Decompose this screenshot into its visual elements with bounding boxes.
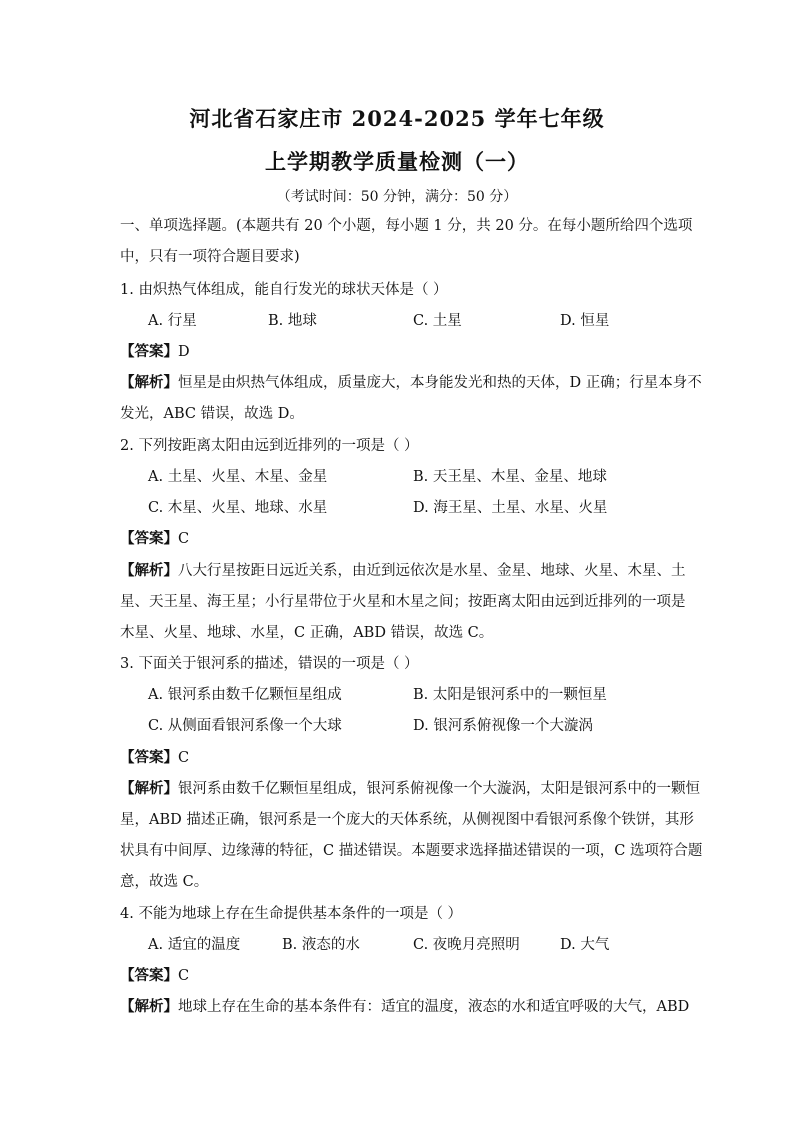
question-2-analysis-line2: 星、天王星、海王星；小行星带位于火星和木星之间；按距离太阳由远到近排列的一项是 [120,594,686,610]
question-3-analysis-line2: 星，ABD 描述正确，银河系是一个庞大的天体系统，从侧视图中看银河系像个铁饼，其形 [120,812,694,828]
question-4-option-c: C. 夜晚月亮照明 [413,937,520,953]
question-4-analysis-line1 [120,997,690,1017]
question-2-option-a: A. 土星、火星、木星、金星 [148,469,328,485]
section-instructions-line1: 一、单项选择题。(本题共有 20 个小题，每小题 1 分，共 20 分。在每小题所给四个选项 [120,218,693,234]
question-3-analysis-line1 [120,779,700,799]
question-4-option-a: A. 适宜的温度 [148,937,241,953]
question-1-option-c: C. 土星 [413,313,462,329]
question-2-answer [120,529,680,549]
question-4-stem: 4. 不能为地球上存在生命提供基本条件的一项是（ ） [120,906,463,922]
question-3-analysis-line4: 意，故选 C。 [120,874,209,890]
question-2-stem: 2. 下列按距离太阳由远到近排列的一项是（ ） [120,438,419,454]
question-1-stem: 1. 由炽热气体组成，能自行发光的球状天体是（ ） [120,282,448,298]
question-1-answer [120,342,680,362]
question-3-option-b: B. 太阳是银河系中的一颗恒星 [413,687,607,703]
question-2-option-d: D. 海王星、土星、水星、火星 [413,500,608,516]
question-3-answer [120,748,680,768]
section-instructions-line2: 中，只有一项符合题目要求) [120,249,300,265]
analysis-label: 【解析】 [120,562,178,579]
analysis-text: 银河系由数千亿颗恒星组成，银河系俯视像一个大漩涡，太阳是银河系中的一颗恒 [178,781,700,797]
question-4-option-d: D. 大气 [560,937,610,953]
answer-label: 【答案】 [120,967,178,984]
analysis-text: 地球上存在生命的基本条件有：适宜的温度，液态的水和适宜呼吸的大气，ABD [178,999,690,1015]
answer-value: D [178,344,190,360]
answer-value: C [178,531,190,547]
page-title-line1: 河北省石家庄市 2024-2025 学年七年级 [189,106,605,131]
analysis-text: 八大行星按距日远近关系，由近到远依次是水星、金星、地球、火星、木星、土 [178,563,686,579]
answer-label: 【答案】 [120,530,178,547]
question-2-option-c: C. 木星、火星、地球、水星 [148,500,328,516]
question-1-option-a: A. 行星 [148,313,197,329]
exam-info: （考试时间：50 分钟，满分：50 分） [276,189,518,205]
question-2-analysis-line3: 木星、火星、地球、水星，C 正确，ABD 错误，故选 C。 [120,625,494,641]
question-1-analysis-line1 [120,373,702,393]
answer-value: C [178,968,190,984]
question-1-option-b: B. 地球 [268,313,317,329]
question-3-stem: 3. 下面关于银河系的描述，错误的一项是（ ） [120,656,419,672]
analysis-label: 【解析】 [120,998,178,1015]
question-4-answer [120,966,680,986]
page-title-line2: 上学期教学质量检测（一） [265,149,529,174]
question-1-option-d: D. 恒星 [560,313,610,329]
analysis-text: 恒星是由炽热气体组成，质量庞大，本身能发光和热的天体，D 正确；行星本身不 [178,375,702,391]
question-1-analysis-line2: 发光，ABC 错误，故选 D。 [120,406,304,422]
question-2-analysis-line1 [120,561,686,581]
question-3-option-d: D. 银河系俯视像一个大漩涡 [413,718,593,734]
answer-label: 【答案】 [120,749,178,766]
answer-label: 【答案】 [120,343,178,360]
question-2-option-b: B. 天王星、木星、金星、地球 [413,469,607,485]
answer-value: C [178,750,190,766]
question-3-option-a: A. 银河系由数千亿颗恒星组成 [148,687,342,703]
analysis-label: 【解析】 [120,780,178,797]
question-3-analysis-line3: 状具有中间厚、边缘薄的特征，C 描述错误。本题要求选择描述错误的一项，C 选项符合题 [120,843,703,859]
question-3-option-c: C. 从侧面看银河系像一个大球 [148,718,342,734]
question-4-option-b: B. 液态的水 [282,937,360,953]
analysis-label: 【解析】 [120,374,178,391]
